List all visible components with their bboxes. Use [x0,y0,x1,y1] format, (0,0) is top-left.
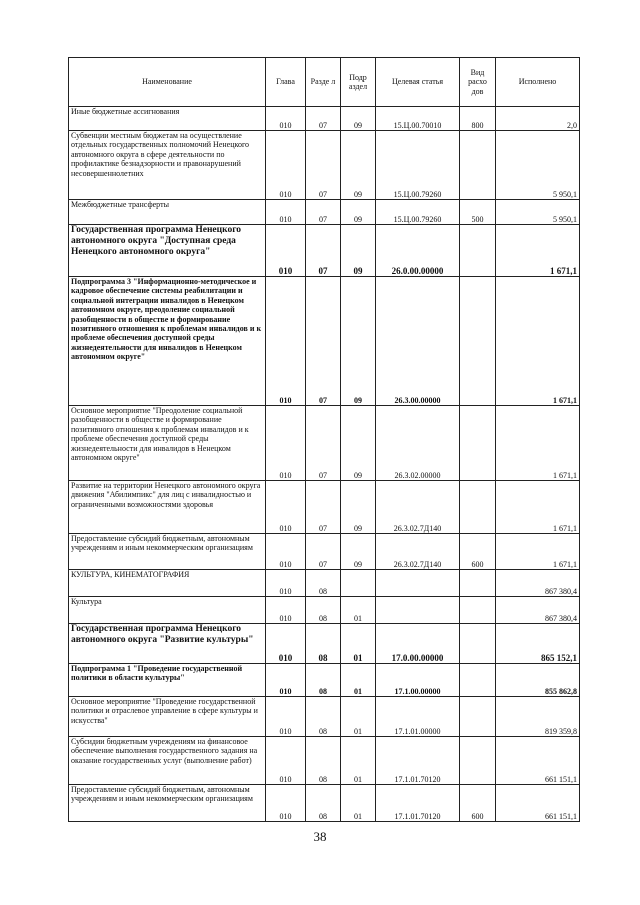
cell-vid [460,697,496,737]
cell-glava: 010 [266,481,306,534]
cell-tselevaya: 15.Ц.00.70010 [376,107,460,131]
cell-podrazdel: 09 [341,107,376,131]
cell-tselevaya [376,597,460,624]
cell-glava: 010 [266,277,306,406]
cell-razdel: 07 [306,225,341,277]
cell-tselevaya: 26.0.00.00000 [376,225,460,277]
cell-glava: 010 [266,406,306,481]
cell-glava: 010 [266,534,306,570]
cell-name: Государственная программа Ненецкого автономного округа "Развитие культуры" [69,624,266,664]
cell-razdel: 08 [306,737,341,785]
cell-podrazdel: 09 [341,481,376,534]
cell-razdel: 08 [306,624,341,664]
table-row [69,570,580,597]
cell-name: Предоставление субсидий бюджетным, автономным учреждениям и иным некоммерческим организациям [69,534,266,570]
header-razdel: Разде л [306,58,341,107]
cell-podrazdel: 09 [341,534,376,570]
cell-glava: 010 [266,597,306,624]
table-row [69,664,580,697]
cell-name: Государственная программа Ненецкого автономного округа "Доступная среда Ненецкого автономного округа" [69,225,266,277]
cell-ispolneno: 5 950,1 [496,200,580,225]
cell-vid: 600 [460,785,496,822]
cell-tselevaya: 15.Ц.00.79260 [376,131,460,200]
cell-ispolneno: 661 151,1 [496,737,580,785]
cell-razdel: 07 [306,107,341,131]
cell-ispolneno: 5 950,1 [496,131,580,200]
cell-ispolneno: 1 671,1 [496,277,580,406]
cell-podrazdel: 09 [341,200,376,225]
cell-ispolneno: 855 862,8 [496,664,580,697]
cell-name: Межбюджетные трансферты [69,200,266,225]
cell-razdel: 08 [306,570,341,597]
cell-vid [460,277,496,406]
cell-vid [460,664,496,697]
header-tselevaya: Целевая статья [376,58,460,107]
cell-vid [460,481,496,534]
cell-podrazdel: 01 [341,624,376,664]
cell-razdel: 08 [306,664,341,697]
table-row [69,481,580,534]
table-header-row [69,58,580,107]
page-number: 38 [313,829,327,844]
cell-ispolneno: 819 359,8 [496,697,580,737]
table-row [69,277,580,406]
cell-vid [460,597,496,624]
cell-tselevaya: 26.3.00.00000 [376,277,460,406]
cell-ispolneno: 1 671,1 [496,406,580,481]
header-name: Наименование [69,58,266,107]
table-row [69,697,580,737]
table-row [69,406,580,481]
cell-razdel: 07 [306,277,341,406]
cell-glava: 010 [266,737,306,785]
cell-razdel: 07 [306,200,341,225]
cell-podrazdel: 09 [341,131,376,200]
table-row [69,534,580,570]
cell-ispolneno: 2,0 [496,107,580,131]
cell-tselevaya: 17.1.01.70120 [376,737,460,785]
table-row [69,737,580,785]
cell-podrazdel: 01 [341,697,376,737]
table-row [69,200,580,225]
cell-tselevaya: 17.1.01.00000 [376,697,460,737]
cell-tselevaya: 15.Ц.00.79260 [376,200,460,225]
cell-ispolneno: 1 671,1 [496,534,580,570]
header-vid: Вид расхо дов [460,58,496,107]
cell-razdel: 08 [306,785,341,822]
cell-glava: 010 [266,107,306,131]
budget-table [68,57,580,822]
cell-vid [460,570,496,597]
table-row [69,624,580,664]
table-row [69,225,580,277]
cell-tselevaya: 17.0.00.00000 [376,624,460,664]
cell-vid [460,624,496,664]
cell-vid [460,406,496,481]
table-row [69,785,580,822]
cell-name: Основное мероприятие "Преодоление социальной разобщенности в обществе и формирование позитивного отношения к проблемам инвалидов и к проблеме обеспечения доступной среды жизнедеятельности для инвалидов в Ненецком автономном округе" [69,406,266,481]
cell-vid: 600 [460,534,496,570]
cell-vid [460,225,496,277]
cell-glava: 010 [266,200,306,225]
cell-podrazdel [341,570,376,597]
cell-tselevaya: 26.3.02.7Д140 [376,481,460,534]
cell-tselevaya [376,570,460,597]
cell-tselevaya: 17.1.00.00000 [376,664,460,697]
cell-glava: 010 [266,624,306,664]
cell-podrazdel: 01 [341,785,376,822]
cell-name: Предоставление субсидий бюджетным, автономным учреждениям и иным некоммерческим организациям [69,785,266,822]
cell-tselevaya: 26.3.02.00000 [376,406,460,481]
cell-glava: 010 [266,131,306,200]
cell-name: Иные бюджетные ассигнования [69,107,266,131]
cell-glava: 010 [266,664,306,697]
cell-name: Основное мероприятие "Проведение государственной политики и отраслевое управление в сфере культуры и искусства" [69,697,266,737]
cell-name: Субсидии бюджетным учреждениям на финансовое обеспечение выполнения государственного задания на оказание государственных услуг (выполнение работ) [69,737,266,785]
cell-vid [460,737,496,785]
table-row [69,131,580,200]
cell-podrazdel: 01 [341,664,376,697]
cell-vid: 500 [460,200,496,225]
header-ispolneno: Исполнено [496,58,580,107]
cell-podrazdel: 09 [341,406,376,481]
cell-razdel: 07 [306,534,341,570]
cell-name: КУЛЬТУРА, КИНЕМАТОГРАФИЯ [69,570,266,597]
table-row [69,597,580,624]
cell-name: Культура [69,597,266,624]
cell-ispolneno: 867 380,4 [496,597,580,624]
cell-ispolneno: 1 671,1 [496,225,580,277]
cell-name: Развитие на территории Ненецкого автономного округа движения "Абилимпикс" для лиц с инвалидностью и ограниченными возможностями здоровья [69,481,266,534]
cell-glava: 010 [266,785,306,822]
cell-podrazdel: 01 [341,737,376,785]
cell-glava: 010 [266,697,306,737]
cell-tselevaya: 26.3.02.7Д140 [376,534,460,570]
cell-ispolneno: 865 152,1 [496,624,580,664]
header-glava: Глава [266,58,306,107]
cell-tselevaya: 17.1.01.70120 [376,785,460,822]
cell-podrazdel: 09 [341,277,376,406]
cell-razdel: 07 [306,481,341,534]
cell-podrazdel: 09 [341,225,376,277]
cell-ispolneno: 867 380,4 [496,570,580,597]
cell-razdel: 08 [306,697,341,737]
cell-vid: 800 [460,107,496,131]
table-row [69,107,580,131]
cell-glava: 010 [266,225,306,277]
cell-razdel: 08 [306,597,341,624]
cell-name: Подпрограмма 1 "Проведение государственной политики в области культуры" [69,664,266,697]
cell-vid [460,131,496,200]
cell-razdel: 07 [306,406,341,481]
cell-podrazdel: 01 [341,597,376,624]
cell-ispolneno: 1 671,1 [496,481,580,534]
header-podrazdel: Подр аздел [341,58,376,107]
cell-name: Подпрограмма 3 "Информационно-методическое и кадровое обеспечение системы реабилитации и социальной интеграции инвалидов в Ненецком автономном округе, преодоление социальной разобщенности в обществе и формирование позитивного отношения к проблемам инвалидов и к проблеме обеспечения доступной среды жизнедеятельности для инвалидов в Ненецком автономном округе" [69,277,266,406]
cell-glava: 010 [266,570,306,597]
cell-razdel: 07 [306,131,341,200]
cell-ispolneno: 661 151,1 [496,785,580,822]
cell-name: Субвенции местным бюджетам на осуществление отдельных государственных полномочий Ненецкого автономного округа в сфере деятельности по профилактике безнадзорности и правонарушений несовершеннолетних [69,131,266,200]
